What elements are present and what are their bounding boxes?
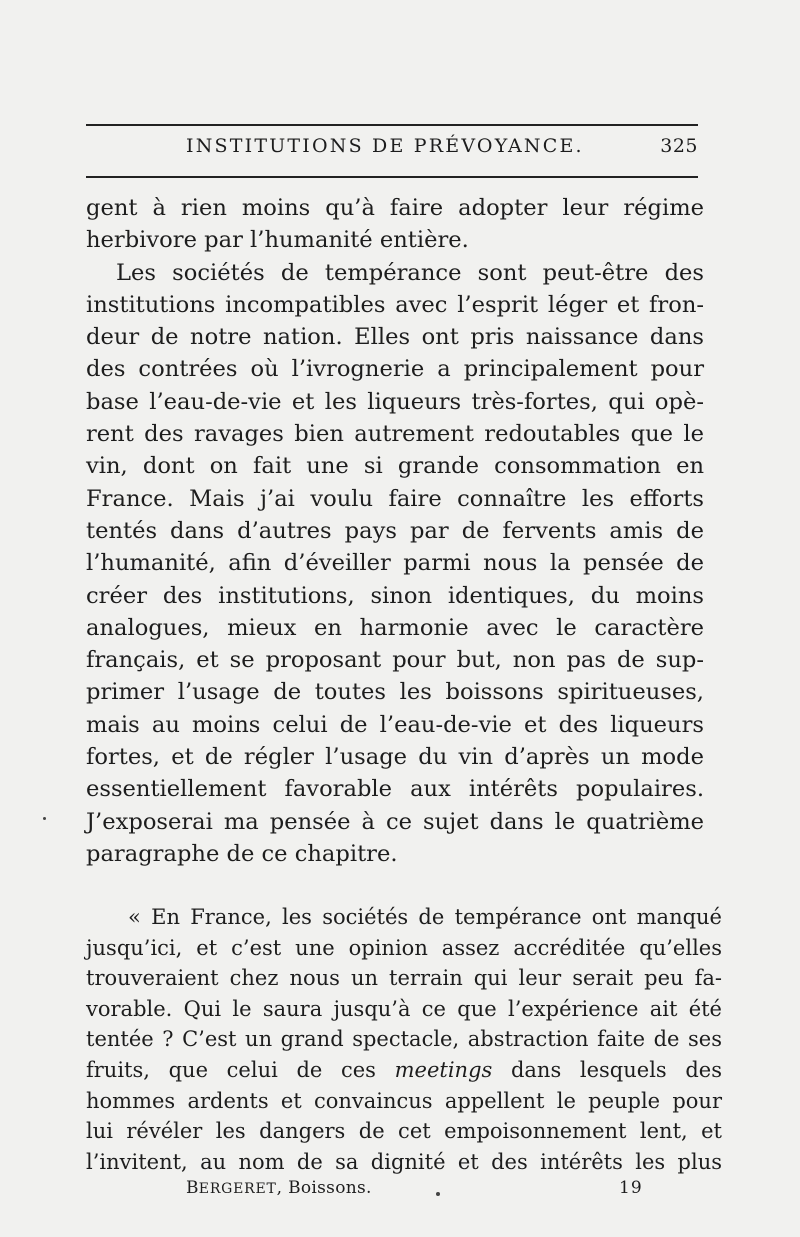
- signature-initial: B: [186, 1178, 199, 1198]
- quote-line: vorable. Qui le saura jusqu’à ce que l’expérience ait été: [86, 996, 722, 1021]
- text-line: deur de notre nation. Elles ont pris naissance dans: [86, 324, 704, 351]
- quote-line: trouveraient chez nous un terrain qui leur serait peu fa-: [86, 966, 722, 991]
- text-line: fortes, et de régler l’usage du vin d’après un mode: [86, 744, 704, 771]
- signature-small-caps: ERGERET: [198, 1181, 277, 1197]
- text-line: Les sociétés de tempérance sont peut-être des: [116, 259, 704, 286]
- quote-line: « En France, les sociétés de tempérance ont manqué: [128, 905, 722, 929]
- quote-line: tentée ? C’est un grand spectacle, abstraction faite de ses: [86, 1027, 722, 1052]
- header-rule-bottom: [86, 176, 698, 178]
- text-line: France. Mais j’ai voulu faire connaître les efforts: [86, 485, 704, 512]
- paper-speck: [43, 817, 46, 820]
- quote-text: dans lesquels des: [492, 1057, 722, 1082]
- text-line: essentiellement favorable aux intérêts populaires.: [86, 776, 704, 803]
- text-line: gent à rien moins qu’à faire adopter leur régime: [86, 195, 704, 221]
- quote-line: hommes ardents et convaincus appellent le peuple pour: [86, 1088, 722, 1113]
- text-line: J’exposerai ma pensée à ce sujet dans le quatrième: [86, 808, 704, 835]
- signature-rest: , Boissons.: [276, 1178, 372, 1198]
- italic-term: meetings: [394, 1057, 493, 1082]
- text-line: l’humanité, afin d’éveiller parmi nous la pensée de: [86, 550, 704, 577]
- text-line: des contrées où l’ivrognerie a principalement pour: [86, 356, 704, 383]
- paper-speck: [436, 1192, 440, 1196]
- signature-number: 19: [619, 1178, 643, 1198]
- quote-line: l’invitent, au nom de sa dignité et des intérêts les plus: [86, 1149, 722, 1174]
- quote-line: jusqu’ici, et c’est une opinion assez accréditée qu’elles: [86, 935, 722, 960]
- text-line: mais au moins celui de l’eau-de-vie et des liqueurs: [86, 711, 704, 738]
- text-line: herbivore par l’humanité entière.: [86, 227, 469, 254]
- text-line: institutions incompatibles avec l’esprit léger et fron-: [86, 291, 704, 318]
- text-line: français, et se proposant pour but, non pas de sup-: [86, 647, 704, 674]
- running-head-title: INSTITUTIONS DE PRÉVOYANCE.: [186, 135, 584, 157]
- quote-text: fruits, que celui de ces: [86, 1057, 395, 1082]
- text-line: tentés dans d’autres pays par de fervents amis de: [86, 517, 704, 544]
- text-line: analogues, mieux en harmonie avec le caractère: [86, 614, 704, 641]
- text-line: vin, dont on fait une si grande consommation en: [86, 453, 704, 480]
- text-line: rent des ravages bien autrement redoutables que le: [86, 421, 704, 448]
- main-text: [86, 192, 704, 870]
- text-line: primer l’usage de toutes les boissons spiritueuses,: [86, 679, 704, 706]
- text-line: créer des institutions, sinon identiques, du moins: [86, 582, 704, 609]
- header-rule-top: [86, 124, 698, 126]
- quote-line: lui révéler les dangers de cet empoisonnement lent, et: [86, 1119, 722, 1144]
- text-line: paragraphe de ce chapitre.: [86, 840, 398, 867]
- quote-line: [86, 1055, 722, 1086]
- printer-signature: [186, 1176, 372, 1201]
- quotation-block: [86, 902, 722, 1177]
- text-line: base l’eau-de-vie et les liqueurs très-fortes, qui opè-: [86, 388, 704, 415]
- page-number: 325: [660, 135, 698, 157]
